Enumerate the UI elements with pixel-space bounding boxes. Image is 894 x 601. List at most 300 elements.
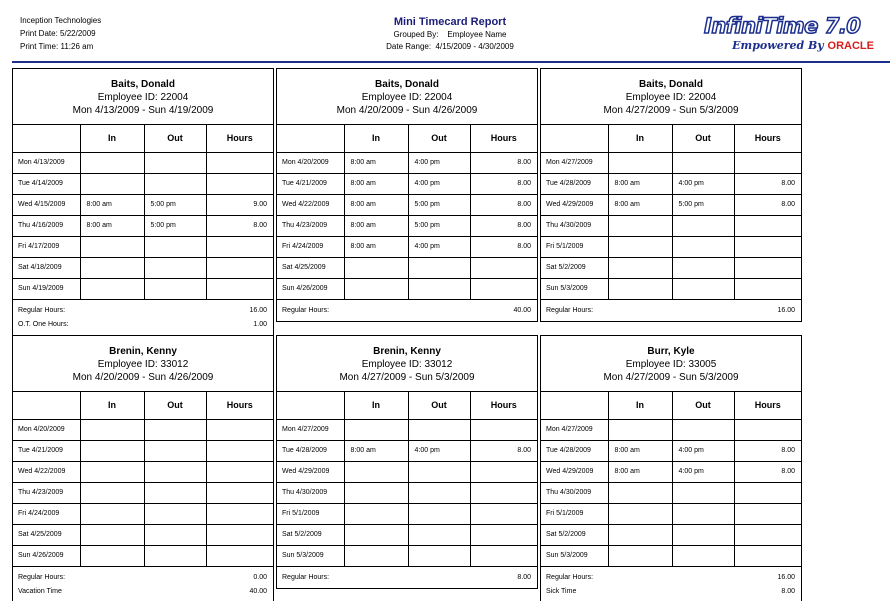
out-cell [672, 482, 734, 503]
total-label: Sick Time [546, 588, 577, 595]
hours-cell [206, 152, 273, 173]
table-row [541, 503, 801, 524]
timecard [276, 68, 538, 322]
table-row [13, 194, 273, 215]
in-cell [344, 482, 408, 503]
table-row [541, 257, 801, 278]
hours-column-header: Hours [206, 392, 273, 419]
table-row [13, 257, 273, 278]
in-cell [608, 152, 672, 173]
day-cell: Thu 4/30/2009 [277, 482, 344, 503]
total-label: Regular Hours: [18, 574, 66, 581]
employee-name: Baits, Donald [375, 79, 439, 90]
in-cell [80, 440, 144, 461]
oracle-logo: ORACLE [827, 40, 874, 52]
day-cell: Tue 4/28/2009 [277, 440, 344, 461]
in-cell: 8:00 am [344, 236, 408, 257]
day-cell: Sat 4/25/2009 [13, 524, 80, 545]
hours-cell [206, 173, 273, 194]
out-cell [408, 461, 470, 482]
employee-name: Baits, Donald [111, 79, 175, 90]
hours-cell [734, 257, 801, 278]
grouped-by: Grouped By: Employee Name [393, 30, 507, 39]
in-cell: 8:00 am [344, 215, 408, 236]
hours-cell [470, 503, 537, 524]
out-cell [144, 257, 206, 278]
timecard [540, 68, 802, 322]
hours-cell [470, 482, 537, 503]
timecard-table [541, 125, 801, 299]
hours-cell: 8.00 [734, 173, 801, 194]
week-range: Mon 4/20/2009 - Sun 4/26/2009 [336, 105, 478, 116]
out-cell [672, 278, 734, 299]
in-cell [344, 524, 408, 545]
report-heading [350, 15, 550, 53]
in-column-header: In [344, 125, 408, 152]
employee-id: Employee ID: 22004 [361, 92, 453, 103]
day-cell: Tue 4/21/2009 [277, 173, 344, 194]
total-row [282, 304, 531, 318]
day-cell: Tue 4/28/2009 [541, 173, 608, 194]
timecard-totals [277, 299, 537, 321]
out-cell: 4:00 pm [408, 236, 470, 257]
timecard-header [13, 336, 273, 392]
date-range: Date Range: 4/15/2009 - 4/30/2009 [386, 42, 514, 51]
employee-name: Brenin, Kenny [373, 346, 441, 357]
hours-column-header: Hours [470, 125, 537, 152]
in-cell [608, 482, 672, 503]
out-cell [144, 503, 206, 524]
total-row [18, 585, 267, 599]
total-value: 40.00 [513, 307, 531, 314]
hours-cell: 8.00 [470, 440, 537, 461]
table-row [277, 440, 537, 461]
week-range: Mon 4/27/2009 - Sun 5/3/2009 [339, 372, 475, 383]
table-row [277, 545, 537, 566]
day-cell: Mon 4/20/2009 [277, 152, 344, 173]
table-row [277, 173, 537, 194]
total-row [18, 304, 267, 318]
hours-cell [470, 461, 537, 482]
day-cell: Thu 4/30/2009 [541, 215, 608, 236]
hours-cell: 8.00 [206, 215, 273, 236]
in-cell [344, 461, 408, 482]
out-cell [408, 257, 470, 278]
out-column-header: Out [144, 392, 206, 419]
total-value: 16.00 [777, 307, 795, 314]
total-label: Regular Hours: [282, 574, 330, 581]
day-cell: Sun 4/26/2009 [277, 278, 344, 299]
in-cell: 8:00 am [608, 173, 672, 194]
in-cell [344, 419, 408, 440]
day-cell: Fri 4/24/2009 [13, 503, 80, 524]
in-cell: 8:00 am [608, 461, 672, 482]
print-date-value: 5/22/2009 [60, 29, 96, 38]
in-cell: 8:00 am [344, 194, 408, 215]
in-cell [608, 236, 672, 257]
out-cell [144, 419, 206, 440]
total-row [546, 585, 795, 599]
out-cell: 5:00 pm [144, 194, 206, 215]
table-row [541, 482, 801, 503]
logo-tagline: Empowered By ORACLE [732, 39, 874, 52]
table-header-row [541, 125, 801, 152]
total-label: Vacation Time [18, 588, 62, 595]
in-cell: 8:00 am [80, 194, 144, 215]
out-cell: 4:00 pm [408, 440, 470, 461]
in-cell [344, 278, 408, 299]
hours-cell [734, 236, 801, 257]
out-column-header: Out [672, 125, 734, 152]
in-column-header: In [80, 392, 144, 419]
timecard-header [541, 69, 801, 125]
total-value: 0.00 [253, 574, 267, 581]
out-column-header: Out [144, 125, 206, 152]
in-cell: 8:00 am [608, 440, 672, 461]
hours-cell [734, 482, 801, 503]
day-cell: Thu 4/16/2009 [13, 215, 80, 236]
out-cell [672, 524, 734, 545]
out-cell: 5:00 pm [144, 215, 206, 236]
table-row [277, 236, 537, 257]
day-cell: Wed 4/22/2009 [13, 461, 80, 482]
out-cell [144, 461, 206, 482]
out-cell [144, 173, 206, 194]
day-cell: Sun 4/26/2009 [13, 545, 80, 566]
timecard [276, 335, 538, 589]
employee-id: Employee ID: 33012 [361, 359, 453, 370]
day-cell: Mon 4/27/2009 [541, 419, 608, 440]
out-cell [408, 524, 470, 545]
table-row [13, 236, 273, 257]
hours-column-header: Hours [734, 125, 801, 152]
out-cell [144, 278, 206, 299]
in-cell [608, 257, 672, 278]
day-cell: Tue 4/21/2009 [13, 440, 80, 461]
out-column-header: Out [672, 392, 734, 419]
total-label: Regular Hours: [282, 307, 330, 314]
timecard-totals [541, 566, 801, 601]
hours-cell [206, 545, 273, 566]
out-cell: 5:00 pm [408, 215, 470, 236]
in-column-header: In [80, 125, 144, 152]
timecard-table [13, 392, 273, 566]
day-cell: Sat 5/2/2009 [541, 257, 608, 278]
timecard [12, 68, 274, 336]
in-column-header: In [344, 392, 408, 419]
print-time-value: 11:26 am [60, 42, 94, 51]
out-cell [408, 503, 470, 524]
out-cell: 4:00 pm [672, 461, 734, 482]
table-header-row [13, 392, 273, 419]
hours-cell: 8.00 [470, 152, 537, 173]
hours-cell: 8.00 [734, 461, 801, 482]
employee-id: Employee ID: 22004 [97, 92, 189, 103]
report-info [20, 14, 101, 53]
in-cell [608, 545, 672, 566]
table-row [277, 482, 537, 503]
out-cell: 4:00 pm [672, 440, 734, 461]
report-title: Mini Timecard Report [393, 16, 507, 28]
day-cell: Fri 4/24/2009 [277, 236, 344, 257]
day-cell: Tue 4/14/2009 [13, 173, 80, 194]
in-cell [608, 419, 672, 440]
day-cell: Sat 5/2/2009 [541, 524, 608, 545]
table-header-row [541, 392, 801, 419]
day-cell: Wed 4/22/2009 [277, 194, 344, 215]
hours-cell [734, 503, 801, 524]
table-row [277, 257, 537, 278]
day-cell: Fri 5/1/2009 [277, 503, 344, 524]
employee-name: Burr, Kyle [647, 346, 695, 357]
timecard-totals [541, 299, 801, 321]
table-row [277, 215, 537, 236]
table-row [13, 215, 273, 236]
day-column-header [13, 392, 80, 419]
table-row [277, 461, 537, 482]
out-cell: 4:00 pm [672, 173, 734, 194]
hours-cell: 8.00 [734, 440, 801, 461]
total-label: O.T. One Hours: [18, 321, 69, 328]
day-cell: Sat 5/2/2009 [277, 524, 344, 545]
out-cell: 4:00 pm [408, 173, 470, 194]
day-column-header [277, 125, 344, 152]
employee-name: Brenin, Kenny [109, 346, 177, 357]
table-header-row [277, 125, 537, 152]
in-cell [80, 173, 144, 194]
timecard-totals [13, 566, 273, 601]
employee-id: Employee ID: 33012 [97, 359, 189, 370]
day-cell: Thu 4/23/2009 [13, 482, 80, 503]
hours-cell [470, 257, 537, 278]
hours-cell [734, 545, 801, 566]
in-cell [80, 461, 144, 482]
out-column-header: Out [408, 125, 470, 152]
hours-cell: 8.00 [470, 236, 537, 257]
total-label: Regular Hours: [546, 307, 594, 314]
total-row [546, 571, 795, 585]
timecard-header [541, 336, 801, 392]
out-cell [672, 215, 734, 236]
day-column-header [13, 125, 80, 152]
out-cell [672, 419, 734, 440]
hours-cell [470, 419, 537, 440]
print-date: Print Date: 5/22/2009 [20, 29, 96, 38]
timecard [12, 335, 274, 601]
in-cell: 8:00 am [344, 173, 408, 194]
total-row [18, 318, 267, 332]
table-row [541, 440, 801, 461]
week-range: Mon 4/20/2009 - Sun 4/26/2009 [72, 372, 214, 383]
total-value: 40.00 [249, 588, 267, 595]
table-row [541, 173, 801, 194]
table-row [13, 152, 273, 173]
timecard-table [277, 125, 537, 299]
hours-cell [206, 461, 273, 482]
company-name: Inception Technologies [20, 16, 102, 25]
table-row [541, 236, 801, 257]
total-value: 8.00 [781, 588, 795, 595]
table-row [541, 194, 801, 215]
week-range: Mon 4/27/2009 - Sun 5/3/2009 [603, 372, 739, 383]
grouped-by-value: Employee Name [447, 30, 507, 39]
hours-cell [206, 482, 273, 503]
in-cell: 8:00 am [344, 152, 408, 173]
day-cell: Sat 4/18/2009 [13, 257, 80, 278]
total-row [282, 571, 531, 585]
day-column-header [277, 392, 344, 419]
timecard-table [541, 392, 801, 566]
table-row [277, 194, 537, 215]
out-column-header: Out [408, 392, 470, 419]
day-cell: Wed 4/29/2009 [277, 461, 344, 482]
table-row [541, 545, 801, 566]
day-cell: Mon 4/13/2009 [13, 152, 80, 173]
employee-name: Baits, Donald [639, 79, 703, 90]
out-cell [144, 236, 206, 257]
timecard-header [277, 69, 537, 125]
week-range: Mon 4/13/2009 - Sun 4/19/2009 [72, 105, 214, 116]
hours-cell [470, 278, 537, 299]
in-cell: 8:00 am [344, 440, 408, 461]
hours-cell: 8.00 [734, 194, 801, 215]
out-cell [144, 545, 206, 566]
in-cell [80, 503, 144, 524]
table-row [13, 482, 273, 503]
in-cell [80, 236, 144, 257]
print-time: Print Time: 11:26 am [20, 42, 94, 51]
hours-column-header: Hours [470, 392, 537, 419]
hours-cell: 8.00 [470, 194, 537, 215]
out-cell [408, 278, 470, 299]
in-cell [608, 503, 672, 524]
header-divider [12, 61, 890, 63]
day-cell: Thu 4/30/2009 [541, 482, 608, 503]
in-column-header: In [608, 392, 672, 419]
hours-cell [206, 440, 273, 461]
day-cell: Sun 5/3/2009 [541, 545, 608, 566]
day-cell: Mon 4/20/2009 [13, 419, 80, 440]
total-value: 8.00 [517, 574, 531, 581]
table-row [13, 419, 273, 440]
in-cell [608, 278, 672, 299]
table-row [13, 461, 273, 482]
hours-cell [734, 215, 801, 236]
table-row [541, 419, 801, 440]
table-row [277, 278, 537, 299]
in-cell [344, 257, 408, 278]
out-cell [144, 524, 206, 545]
hours-cell [734, 419, 801, 440]
out-cell: 4:00 pm [408, 152, 470, 173]
timecard-totals [277, 566, 537, 588]
table-row [13, 173, 273, 194]
table-row [541, 278, 801, 299]
table-row [541, 524, 801, 545]
table-row [277, 152, 537, 173]
table-row [541, 152, 801, 173]
table-header-row [13, 125, 273, 152]
day-column-header [541, 125, 608, 152]
day-column-header [541, 392, 608, 419]
day-cell: Mon 4/27/2009 [277, 419, 344, 440]
day-cell: Mon 4/27/2009 [541, 152, 608, 173]
table-row [277, 524, 537, 545]
out-cell [672, 545, 734, 566]
timecard-header [277, 336, 537, 392]
in-cell [608, 215, 672, 236]
day-cell: Sun 5/3/2009 [541, 278, 608, 299]
timecard-totals [13, 299, 273, 335]
date-range-value: 4/15/2009 - 4/30/2009 [435, 42, 514, 51]
in-cell [80, 524, 144, 545]
table-row [13, 524, 273, 545]
hours-cell: 9.00 [206, 194, 273, 215]
out-cell [408, 419, 470, 440]
out-cell: 5:00 pm [672, 194, 734, 215]
out-cell [672, 503, 734, 524]
timecard [540, 335, 802, 601]
out-cell: 5:00 pm [408, 194, 470, 215]
week-range: Mon 4/27/2009 - Sun 5/3/2009 [603, 105, 739, 116]
total-value: 16.00 [777, 574, 795, 581]
day-cell: Sat 4/25/2009 [277, 257, 344, 278]
out-cell [144, 440, 206, 461]
day-cell: Fri 5/1/2009 [541, 236, 608, 257]
hours-cell [734, 152, 801, 173]
infinitime-logo [704, 14, 880, 56]
total-value: 16.00 [249, 307, 267, 314]
in-cell [80, 482, 144, 503]
out-cell [408, 482, 470, 503]
table-row [13, 440, 273, 461]
day-cell: Wed 4/15/2009 [13, 194, 80, 215]
in-column-header: In [608, 125, 672, 152]
timecard-table [13, 125, 273, 299]
timecard-header [13, 69, 273, 125]
out-cell [144, 152, 206, 173]
hours-column-header: Hours [206, 125, 273, 152]
day-cell: Thu 4/23/2009 [277, 215, 344, 236]
hours-column-header: Hours [734, 392, 801, 419]
in-cell [80, 257, 144, 278]
hours-cell [206, 236, 273, 257]
day-cell: Fri 5/1/2009 [541, 503, 608, 524]
total-label: Regular Hours: [18, 307, 66, 314]
hours-cell [206, 524, 273, 545]
in-cell: 8:00 am [608, 194, 672, 215]
logo-brand: InfiniTime 7.0 [704, 14, 861, 38]
table-row [277, 419, 537, 440]
hours-cell [734, 278, 801, 299]
total-row [18, 571, 267, 585]
day-cell: Wed 4/29/2009 [541, 461, 608, 482]
in-cell [80, 545, 144, 566]
hours-cell: 8.00 [470, 173, 537, 194]
hours-cell [470, 545, 537, 566]
table-row [13, 278, 273, 299]
table-row [277, 503, 537, 524]
hours-cell [470, 524, 537, 545]
out-cell [672, 257, 734, 278]
total-label: Regular Hours: [546, 574, 594, 581]
in-cell [344, 545, 408, 566]
hours-cell [206, 419, 273, 440]
timecard-table [277, 392, 537, 566]
day-cell: Sun 5/3/2009 [277, 545, 344, 566]
total-row [546, 304, 795, 318]
in-cell: 8:00 am [80, 215, 144, 236]
